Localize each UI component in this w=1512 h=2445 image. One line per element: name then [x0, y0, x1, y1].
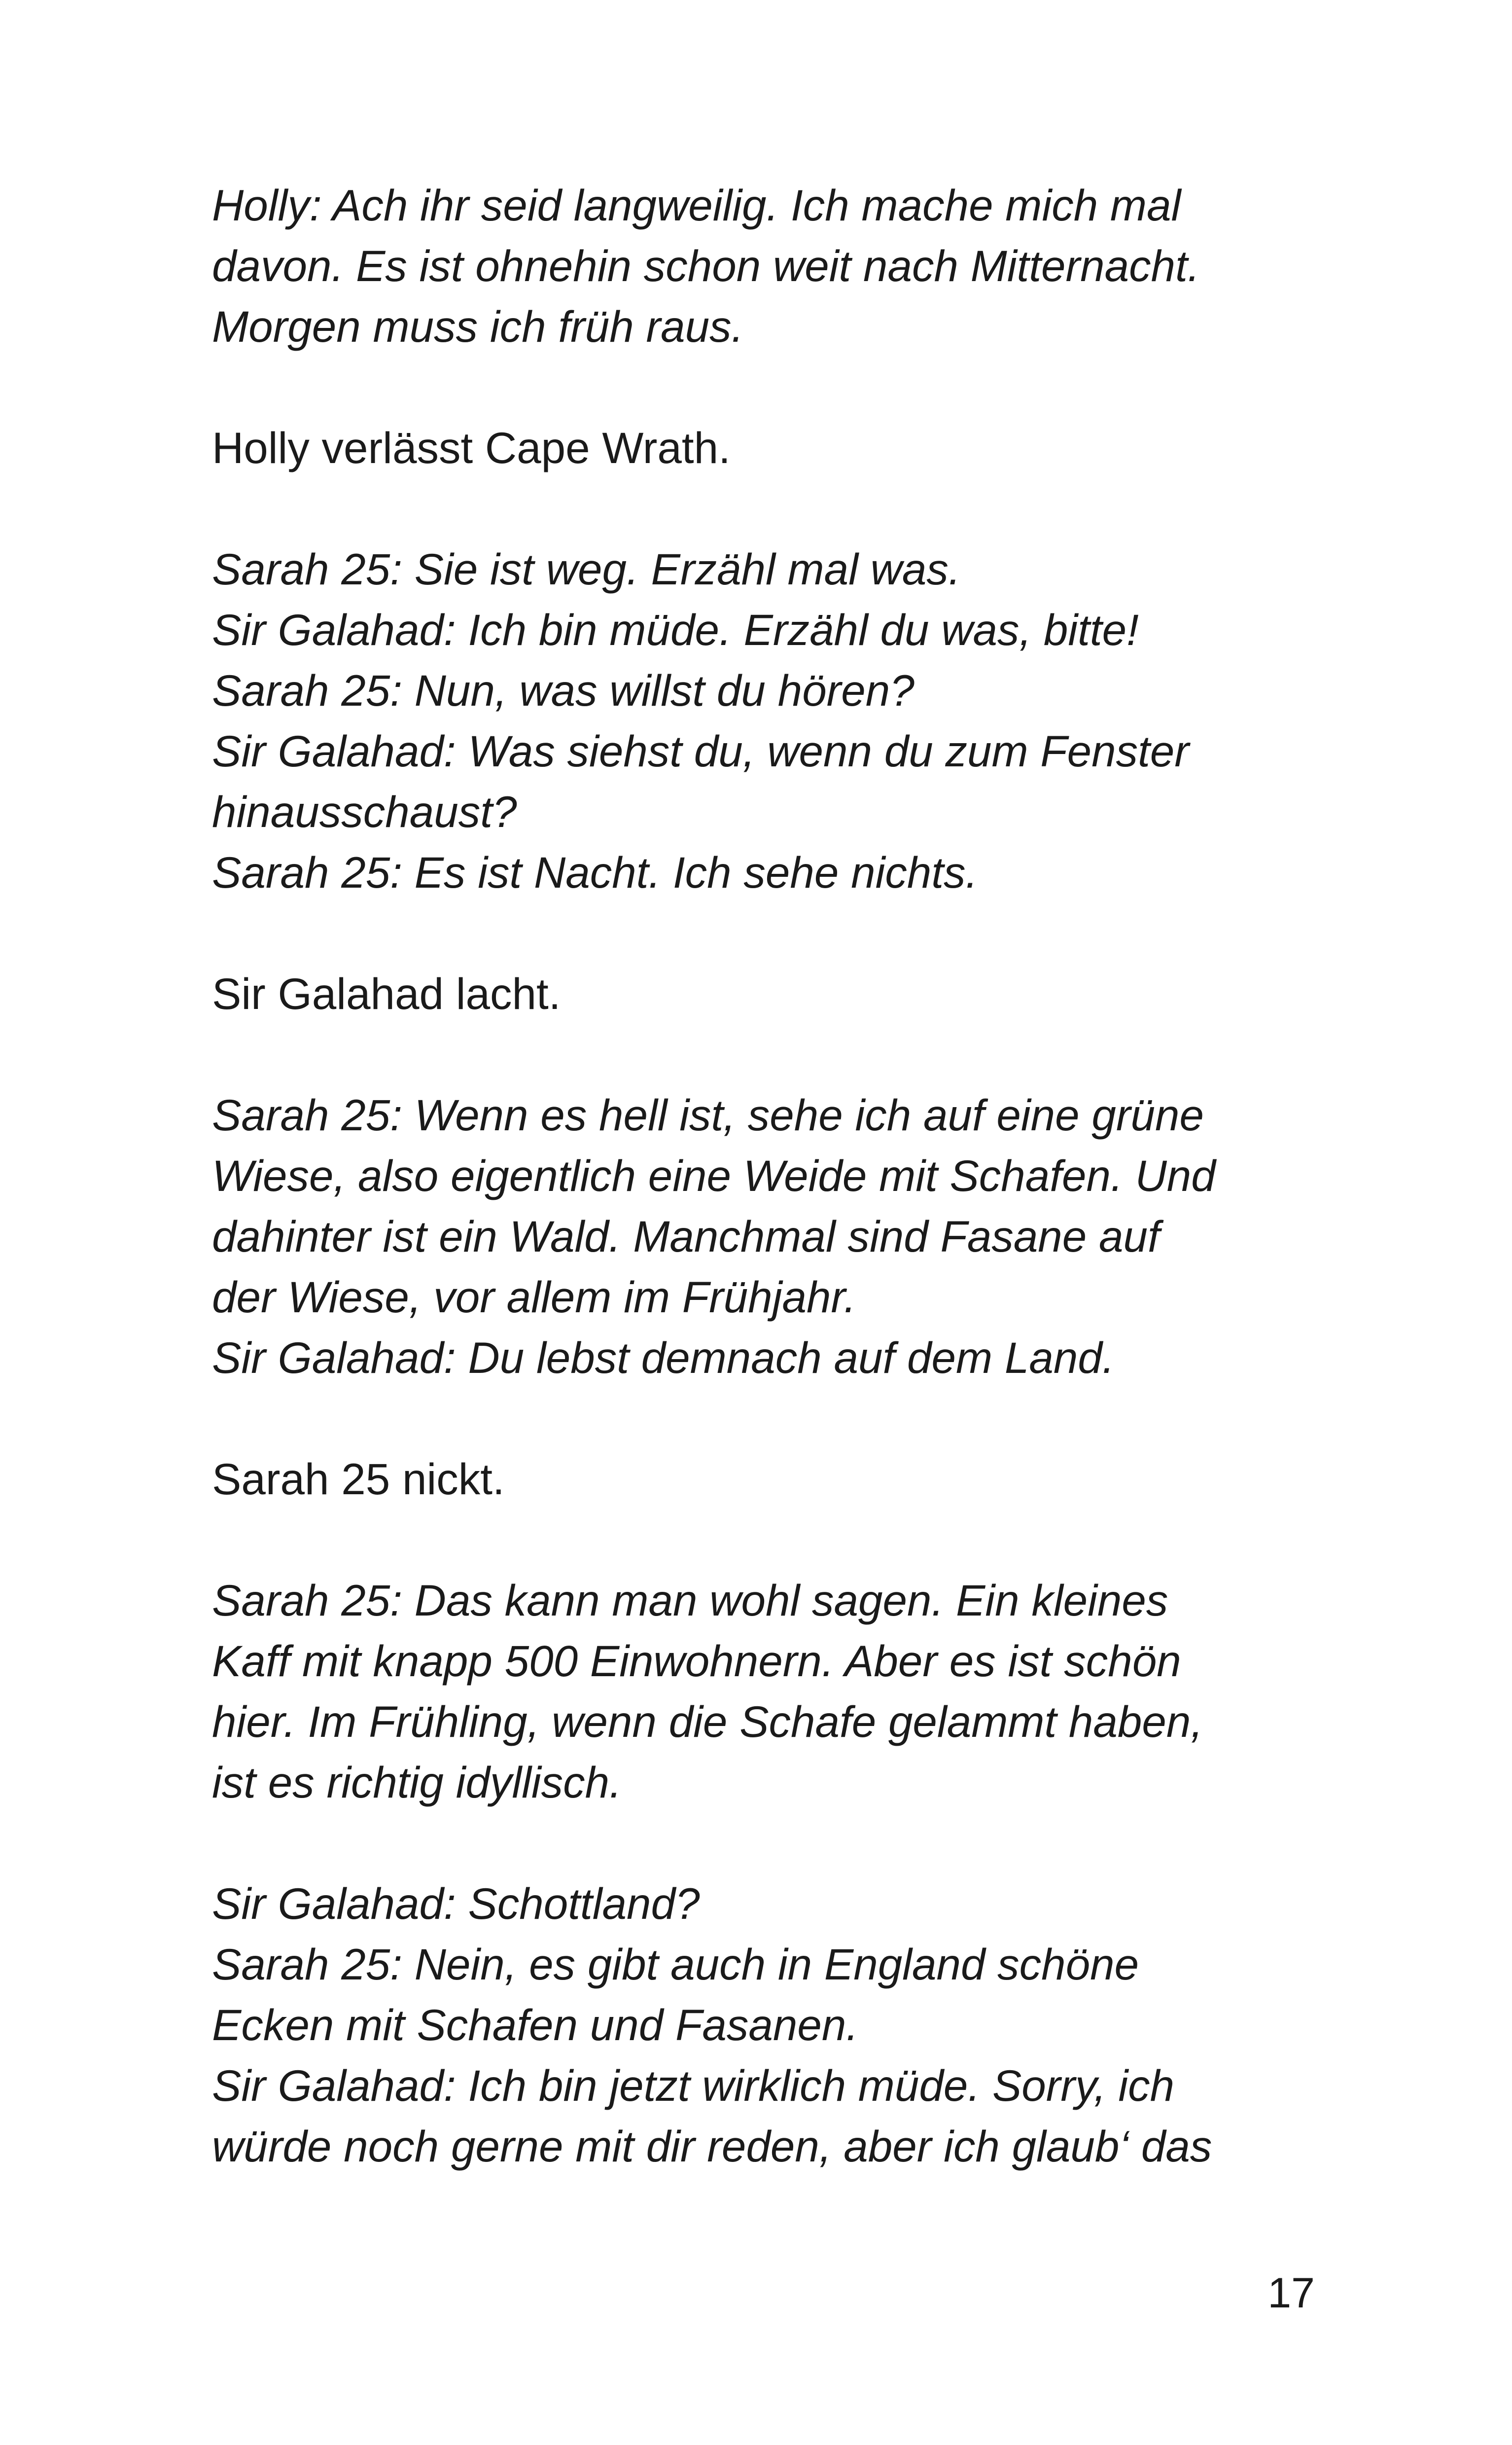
text-line: Sarah 25: Nein, es gibt auch in England schöne	[212, 1940, 1139, 1989]
narration-paragraph	[212, 418, 1361, 478]
page-body	[212, 175, 1361, 2177]
text-line: Sir Galahad: Ich bin jetzt wirklich müde. Sorry, ich	[212, 2061, 1175, 2110]
text-line: dahinter ist ein Wald. Manchmal sind Fasane auf	[212, 1212, 1160, 1261]
dialogue-paragraph	[212, 1873, 1361, 2177]
text-line: Sir Galahad lacht.	[212, 969, 561, 1018]
text-line: Wiese, also eigentlich eine Weide mit Schafen. Und	[212, 1151, 1216, 1200]
text-line: Sarah 25 nickt.	[212, 1454, 505, 1504]
text-line: ist es richtig idyllisch.	[212, 1758, 622, 1807]
dialogue-paragraph	[212, 175, 1361, 357]
text-line: Sarah 25: Es ist Nacht. Ich sehe nichts.	[212, 848, 978, 897]
text-line: Holly verlässt Cape Wrath.	[212, 423, 731, 472]
text-line: der Wiese, vor allem im Frühjahr.	[212, 1272, 856, 1322]
text-line: Sarah 25: Wenn es hell ist, sehe ich auf eine grüne	[212, 1090, 1204, 1140]
text-line: Sir Galahad: Ich bin müde. Erzähl du was, bitte!	[212, 605, 1139, 654]
dialogue-paragraph	[212, 1570, 1361, 1813]
text-line: Morgen muss ich früh raus.	[212, 302, 744, 351]
text-line: hinausschaust?	[212, 787, 517, 836]
text-line: Sarah 25: Sie ist weg. Erzähl mal was.	[212, 544, 961, 594]
narration-paragraph	[212, 964, 1361, 1024]
text-line: Sir Galahad: Was siehst du, wenn du zum Fenster	[212, 726, 1190, 776]
text-line: davon. Es ist ohnehin schon weit nach Mitternacht.	[212, 241, 1200, 290]
text-line: Sir Galahad: Schottland?	[212, 1879, 700, 1928]
dialogue-paragraph	[212, 1085, 1361, 1388]
text-line: Sir Galahad: Du lebst demnach auf dem Land.	[212, 1333, 1115, 1382]
text-line: hier. Im Frühling, wenn die Schafe gelammt haben,	[212, 1697, 1203, 1746]
text-line: Ecken mit Schafen und Fasanen.	[212, 2000, 859, 2049]
narration-paragraph	[212, 1449, 1361, 1510]
text-line: Kaff mit knapp 500 Einwohnern. Aber es ist schön	[212, 1636, 1181, 1686]
text-line: Sarah 25: Nun, was willst du hören?	[212, 666, 914, 715]
dialogue-paragraph	[212, 539, 1361, 903]
text-line: Holly: Ach ihr seid langweilig. Ich mache mich mal	[212, 180, 1181, 230]
page-number: 17	[1267, 2269, 1315, 2317]
text-line: würde noch gerne mit dir reden, aber ich glaub‘ das	[212, 2121, 1212, 2171]
text-line: Sarah 25: Das kann man wohl sagen. Ein kleines	[212, 1576, 1168, 1625]
